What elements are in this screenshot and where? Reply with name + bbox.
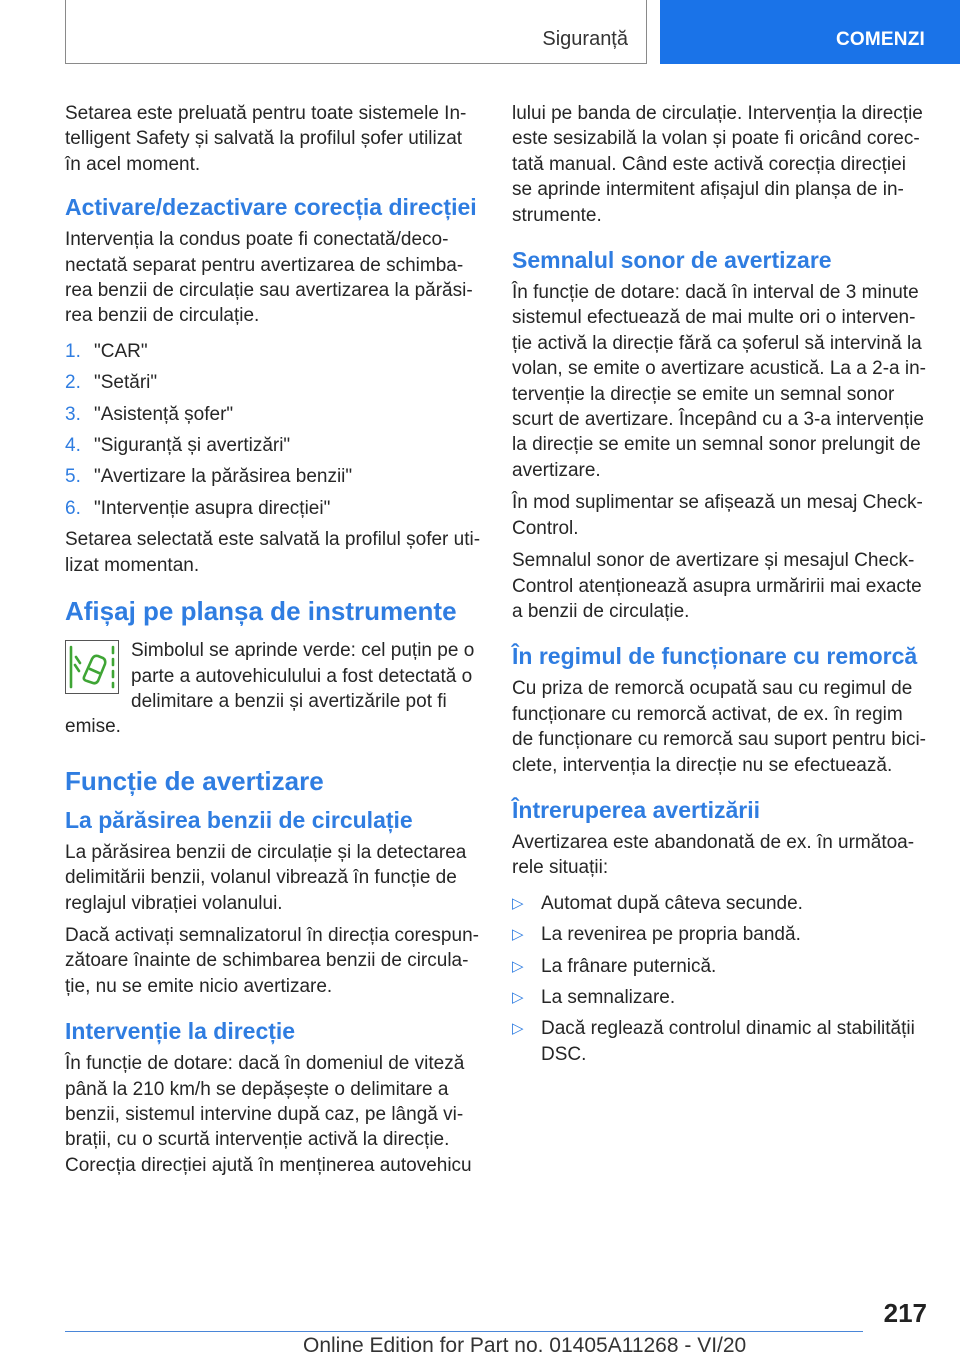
right-column bbox=[512, 101, 928, 1073]
heading-warning-sound: Semnalul sonor de avertizare bbox=[512, 247, 832, 274]
lane-departure-icon bbox=[65, 640, 119, 694]
heading-display: Afișaj pe planșa de instrumente bbox=[65, 596, 457, 627]
list-item bbox=[512, 985, 928, 1010]
list-item bbox=[512, 954, 928, 979]
interrupt-paragraph: Avertizarea este abandonată de ex. în următoarele situații: bbox=[512, 831, 915, 879]
step-number: 6. bbox=[65, 497, 81, 519]
list-item bbox=[512, 1016, 928, 1067]
heading-leaving-lane: La părăsirea benzii de circulație bbox=[65, 806, 413, 833]
sound-paragraph-3: Semnalul sonor de avertizare și mesajul Check-Control atenționează asupra urmăririi mai exacte a benzii de circulație. bbox=[512, 550, 922, 622]
triangle-bullet-icon: ▷ bbox=[512, 988, 524, 1006]
list-item bbox=[65, 464, 481, 489]
step-number: 3. bbox=[65, 403, 81, 425]
sound-paragraph-2: În mod suplimentar se afișează un mesaj Check-Control. bbox=[512, 492, 923, 539]
heading-steering-intervention: Intervenție la direcție bbox=[65, 1018, 296, 1045]
step-number: 1. bbox=[65, 340, 81, 362]
steps-list bbox=[65, 339, 481, 521]
triangle-bullet-icon: ▷ bbox=[512, 926, 524, 944]
display-block bbox=[65, 638, 481, 740]
interrupt-list bbox=[512, 891, 928, 1067]
step-number: 4. bbox=[65, 435, 81, 457]
page-number: 217 bbox=[883, 1298, 927, 1328]
trailer-paragraph: Cu priza de remorcă ocupată sau cu regimul de funcționare cu remorcă activat, de ex. în regim de funcționare cu remorcă sau suport pentru biciclete, intervenția la direcție nu se efectuează. bbox=[512, 678, 926, 776]
list-item bbox=[65, 402, 481, 427]
heading-warning-function: Funcție de avertizare bbox=[65, 765, 324, 796]
list-item bbox=[512, 891, 928, 916]
heading-trailer-mode: În regimul de funcționare cu remorcă bbox=[512, 643, 918, 670]
activate-paragraph: Intervenția la condus poate fi conectată/deconectată separat pentru avertizarea de schimbarea benzii de circulație sau avertizarea la părăsirea benzii de circulație. bbox=[65, 229, 473, 327]
intro-paragraph: Setarea este preluată pentru toate sistemele Intelligent Safety și salvată la profilul șofer utilizat în acel moment. bbox=[65, 103, 467, 175]
triangle-bullet-icon: ▷ bbox=[512, 1020, 524, 1038]
bullet-text: Automat după câteva secunde. bbox=[541, 892, 803, 914]
header-frame bbox=[65, 0, 647, 64]
continued-paragraph: lului pe banda de circulație. Intervenția la direcție este sesizabilă la volan și poate fi oricând corectată manual. Când este activă corecția direcției se aprinde intermitent afișajul din planșa de instrumente. bbox=[512, 103, 923, 226]
sound-paragraph-1: În funcție de dotare: dacă în interval de 3 minute sistemul efectuează de mai multe ori o intervenție activă la direcție fără ca șoferul să intervină la volan, se emite o avertizare acustică. La a 2-a intervenție la direcție se emite un semnal sonor scurt de avertizare. Începând cu a 3-a intervenție la direcție se emite un semnal sonor prelungit de avertizare. bbox=[512, 282, 926, 481]
heading-activate: Activare/dezactivare corecția direcției bbox=[65, 194, 477, 221]
bullet-text: La semnalizare. bbox=[541, 986, 676, 1008]
heading-interrupt-warning: Întreruperea avertizării bbox=[512, 796, 761, 823]
bullet-text: La revenirea pe propria bandă. bbox=[541, 924, 801, 946]
step-number: 2. bbox=[65, 372, 81, 394]
list-item bbox=[65, 370, 481, 395]
tab-label: COMENZI bbox=[835, 29, 925, 50]
saved-paragraph: Setarea selectată este salvată la profilul șofer utilizat momentan. bbox=[65, 529, 481, 576]
step-text: "Intervenție asupra direcției" bbox=[94, 497, 331, 519]
left-column bbox=[65, 101, 481, 1185]
step-text: "CAR" bbox=[94, 340, 148, 362]
list-item bbox=[512, 922, 928, 947]
footer-edition: Online Edition for Part no. 01405A11268 - VI/20 bbox=[303, 1334, 747, 1357]
leaving-paragraph-2: Dacă activați semnalizatorul în direcția corespunzătoare înainte de schimbarea benzii de circulație, nu se emite nicio avertizare. bbox=[65, 924, 479, 997]
footer-divider bbox=[65, 1331, 863, 1332]
step-text: "Asistență șofer" bbox=[94, 403, 234, 425]
display-paragraph: Simbolul se aprinde verde: cel puțin pe o parte a autovehiculului a fost detectată o delimitare a benzii și avertizările pot fi emise. bbox=[65, 640, 475, 738]
list-item bbox=[65, 339, 481, 364]
triangle-bullet-icon: ▷ bbox=[512, 957, 524, 975]
bullet-text: La frânare puternică. bbox=[541, 955, 717, 977]
step-number: 5. bbox=[65, 466, 81, 488]
leaving-paragraph-1: La părăsirea benzii de circulație și la detectarea delimitării benzii, volanul vibrează în funcție de reglajul vibrației volanului. bbox=[65, 841, 467, 914]
step-text: "Avertizare la părăsirea benzii" bbox=[94, 466, 353, 488]
list-item bbox=[65, 496, 481, 521]
steering-paragraph: În funcție de dotare: dacă în domeniul de viteză până la 210 km/h se depășește o delimitare a benzii, sistemul intervine după caz, pe lângă vibrații, cu o scurtă intervenție activă la direcție. Corecția direcției ajută în menținerea autovehicu bbox=[65, 1053, 472, 1176]
section-title: Siguranță bbox=[542, 28, 628, 50]
list-item bbox=[65, 433, 481, 458]
bullet-text: Dacă reglează controlul dinamic al stabilității DSC. bbox=[541, 1018, 915, 1065]
step-text: "Setări" bbox=[94, 372, 158, 394]
tab-comenzi[interactable] bbox=[660, 0, 960, 64]
triangle-bullet-icon: ▷ bbox=[512, 894, 524, 912]
step-text: "Siguranță și avertizări" bbox=[94, 435, 291, 457]
